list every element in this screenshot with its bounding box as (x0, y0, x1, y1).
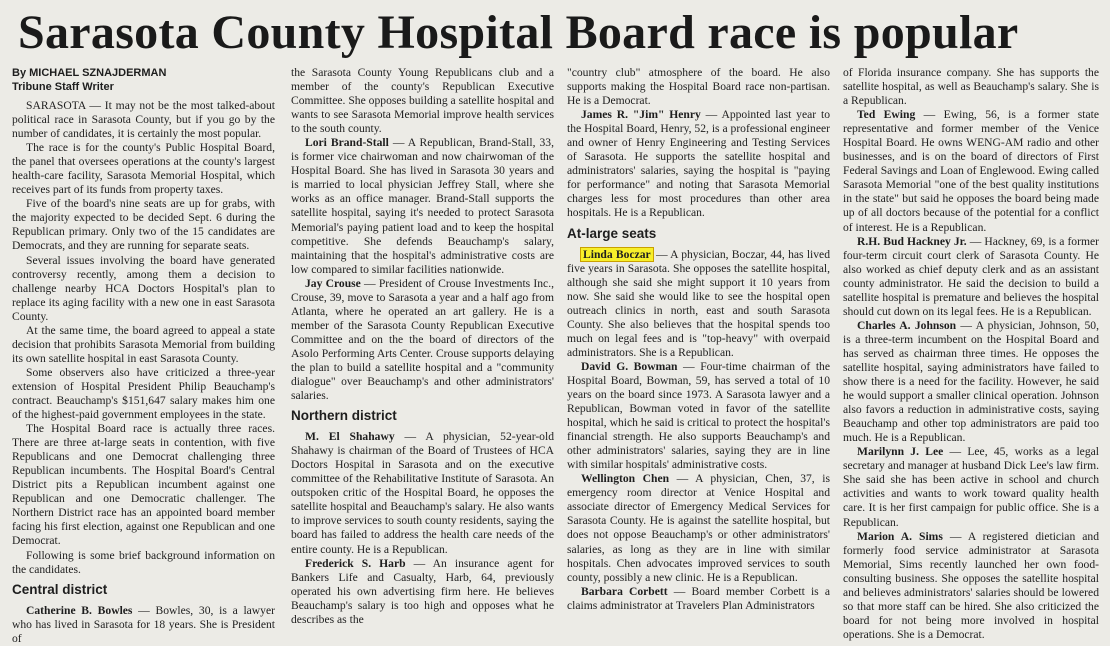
paragraph: The Hospital Board race is actually three races. There are three at-large seats in contention, with five Republicans and one Democrat challenging three Republican incumbents. The Hospital Board's Central District pits a Republican incumbent against one Republican and one Democratic challenger. The Northern District race has an appointed board member facing his first election, against one Republican and one Democrat. (12, 422, 275, 548)
paragraph: of Florida insurance company. She has supports the satellite hospital, as well as Beauchamp's salary. She is a Republican. (843, 66, 1099, 108)
highlighted-candidate-name: Linda Boczar (583, 247, 651, 261)
candidate-name: R.H. Bud Hackney Jr. (857, 234, 967, 248)
candidate-text: — A registered dietician and formerly food service administrator at Sarasota Memorial, Sims recently launched her own food-consulting business. She opposes the satellite hospital and believes administrators' salaries should be lowered so that more staff can be hired. She also criticized the board for not being more involved in hospital operations. She is a Democrat. (843, 529, 1099, 641)
paragraph: The race is for the county's Public Hospital Board, the panel that oversees operations at the county's largest health-care facility, Sarasota Memorial Hospital, which receives part of its funds from property taxes. (12, 141, 275, 197)
byline-role: Tribune Staff Writer (12, 81, 114, 93)
paragraph: SARASOTA — It may not be the most talked-about political race in Sarasota County, but if you go by the number of candidates, it is certainly the most popular. (12, 99, 275, 141)
article-column-2 (291, 66, 555, 626)
candidate-name: James R. "Jim" Henry (581, 108, 701, 122)
candidate-entry (843, 235, 1099, 319)
section-heading-central: Central district (12, 581, 108, 597)
candidate-text: — Bowles, 30, is a lawyer who has lived in Sarasota for 18 years. She is President of (12, 603, 275, 645)
paragraph: "country club" atmosphere of the board. He also supports making the Hospital Board race non-partisan. He is a Democrat. (567, 66, 830, 108)
candidate-name: Wellington Chen (581, 472, 670, 486)
candidate-name: Ted Ewing (857, 108, 916, 122)
candidate-text: — A physician, 52-year-old Shahawy is chairman of the Board of Trustees of HCA Doctors Hospital in Sarasota and on the executive committee of the Rehabilitative Institute of Sarasota. An outspoken critic of the Hospital Board, he opposes the satellite hospital and Beauchamp's salary. He also wants to improve services to south county residents, saying the board has failed to address the health care needs of the entire county. He is a Republican. (291, 430, 555, 556)
candidate-name: Frederick S. Harb (305, 556, 406, 570)
candidate-text: — Lee, 45, works as a legal secretary and manager at husband Dick Lee's law firm. She said she has been active in school and church activities and wants to work toward quality health care. It is her first campaign for public office. She is a Republican. (843, 445, 1099, 529)
candidate-text: — A Republican, Brand-Stall, 33, is former vice chairwoman and now chairwoman of the Hospital Board. She has lived in Sarasota 30 years and is married to local physician Jeffrey Stall, where she works as an office manager. Brand-Stall supports the satellite hospital, saying it's needed to protect Sarasota Memorial's paying patient load and to keep the hospital competitive. She defends Beauchamp's salary, maintaining that the hospital's administrative costs are low compared to similar facilities nationwide. (291, 136, 554, 276)
candidate-entry (291, 557, 554, 627)
candidate-name: Lori Brand-Stall (305, 136, 389, 150)
section-heading-northern: Northern district (291, 408, 397, 424)
candidate-name: Catherine B. Bowles (26, 603, 133, 617)
candidate-name: Jay Crouse (305, 276, 361, 290)
paragraph: the Sarasota County Young Republicans club and a member of the county's Republican Executive Committee. She opposes building a satellite hospital and wants to see Sarasota Memorial improve health services to the south county. (291, 66, 554, 136)
paragraph: Some observers also have criticized a three-year extension of Hospital President Philip Beauchamp's contract. Beauchamp's $151,647 salary makes him one of the highest-paid government employees in the state. (12, 365, 275, 422)
candidate-entry (291, 136, 554, 276)
candidate-text: — President of Crouse Investments Inc., Crouse, 39, move to Sarasota a year and a half ago from Atlanta, where he operated an art gallery. He is a member of the Sarasota County Republican Executive Committee and on the the board of directors of the Asolo Performing Arts Center. Crouse supports delaying the plan to build a satellite hospital and a "community dialogue" over Beauchamp's and other administrators' salaries. (291, 276, 554, 403)
candidate-text: — Hackney, 69, is a former four-term circuit court clerk of Sarasota County. He also worked as chief deputy clerk and as an assistant county administrator. He said the decision to build a satellite hospital is premature and believes the hospital should cut down on its legal fees. He is a Republican. (843, 234, 1099, 318)
section-heading-at-large: At-large seats (567, 225, 657, 241)
paragraph: Five of the board's nine seats are up for grabs, with the majority expected to be decided Sept. 6 during the Republican primary. Only two of the 15 candidates are Democrats, and they are running for separate seats. (12, 197, 275, 253)
candidate-text: — A physician, Boczar, 44, has lived five years in Sarasota. She opposes the satellite hospital, although she said she might support it 10 years from now. She said she would like to see the hospital open outreach clinics in north, east and south Sarasota County. She also believes that the hospital spends too much on legal fees and is "top-heavy" with overpaid administrators. She is a Republican. (567, 247, 830, 359)
candidate-text: — An insurance agent for Bankers Life and Casualty, Harb, 64, previously operated his own advertising firm here. He believes Beauchamp's salary is too high and opposes what he describes as the (291, 556, 554, 626)
candidate-entry (843, 445, 1099, 529)
candidate-entry (567, 585, 830, 613)
candidate-name: David G. Bowman (581, 359, 678, 373)
candidate-name: M. El Shahawy (305, 430, 395, 444)
candidate-text: — Appointed last year to the Hospital Board, Henry, 52, is a professional engineer and owner of Henry Engineering and Testing Services of Sarasota. He supports the satellite hospital and administrators' salaries, saying the hospital is "paying for performance" and noting that Sarasota Memorial charges less for most procedures than other area hospitals. He is a Republican. (567, 108, 830, 220)
candidate-text: — Four-time chairman of the Hospital Board, Bowman, 59, has served a total of 10 years on the board since 1973. A Sarasota lawyer and a Republican, Bowman voted in favor of the satellite hospital, which he said is critical to protect the hospital's financial strength. He also supports Beauchamp's and other administrators' salaries, saying they are in line with similar hospitals' administrative costs. (567, 359, 830, 472)
candidate-name: Barbara Corbett (581, 584, 668, 598)
headline: Sarasota County Hospital Board race is popular (18, 6, 1019, 59)
candidate-text: — Board member Corbett is a claims administrator at Travelers Plan Administrators (567, 584, 830, 612)
candidate-name: Marion A. Sims (857, 529, 943, 543)
candidate-entry (291, 277, 554, 403)
article-column-1 (12, 66, 275, 645)
candidate-entry (291, 430, 554, 556)
candidate-entry (567, 248, 830, 360)
candidate-text: — A physician, Chen, 37, is emergency room director at Venice Hospital and associate director of Emergency Medical Services for Sarasota County. He is against the satellite hospital, but does not oppose Beauchamp's or other administrators' salaries, as long as they are in line with similar hospitals. Chen advocates improved services to south county, possibly a new clinic. He is a Republican. (567, 472, 830, 584)
candidate-text: — A physician, Johnson, 50, is a three-term incumbent on the Hospital Board and has served as chairman three times. He opposes the satellite hospital, saying administrators have failed to show there is a need for the facility. However, he said he would support a smaller clinical operation. Johnson also favors a reduction in administrative costs, saying Beauchamp and other top administrators are paid too much. He is a Republican. (843, 318, 1099, 445)
byline-author: By MICHAEL SZNAJDERMAN (12, 67, 167, 79)
candidate-entry (567, 472, 830, 584)
candidate-entry (12, 604, 275, 646)
candidate-text: — Ewing, 56, is a former state representative and former member of the Venice Hospital Board. He owns WENG-AM radio and other businesses, and is on the board of directors of First Federal Savings and Loan of Englewood. Ewing called Sarasota Memorial "one of the best quality institutions in the state" but said he opposes the board being made up of all doctors because of the potential for a conflict of interest. He is a Republican. (843, 108, 1100, 234)
candidate-name: Charles A. Johnson (857, 318, 957, 332)
paragraph: Several issues involving the board have generated controversy recently, among them a decision to challenge nearby HCA Doctors Hospital's plan to replace its aging facility with a new one in east Sarasota County. (12, 253, 275, 323)
candidate-entry (567, 360, 830, 472)
candidate-name: Marilynn J. Lee (857, 445, 944, 459)
article-column-3 (567, 66, 830, 612)
article-column-4 (843, 66, 1100, 641)
candidate-entry (567, 108, 830, 220)
candidate-entry (843, 530, 1099, 642)
paragraph: At the same time, the board agreed to appeal a state decision that prohibits Sarasota Memorial from building its own satellite hospital in east Sarasota County. (12, 323, 275, 365)
paragraph: Following is some brief background information on the candidates. (12, 548, 275, 576)
candidate-entry (843, 108, 1099, 234)
candidate-entry (843, 319, 1099, 445)
